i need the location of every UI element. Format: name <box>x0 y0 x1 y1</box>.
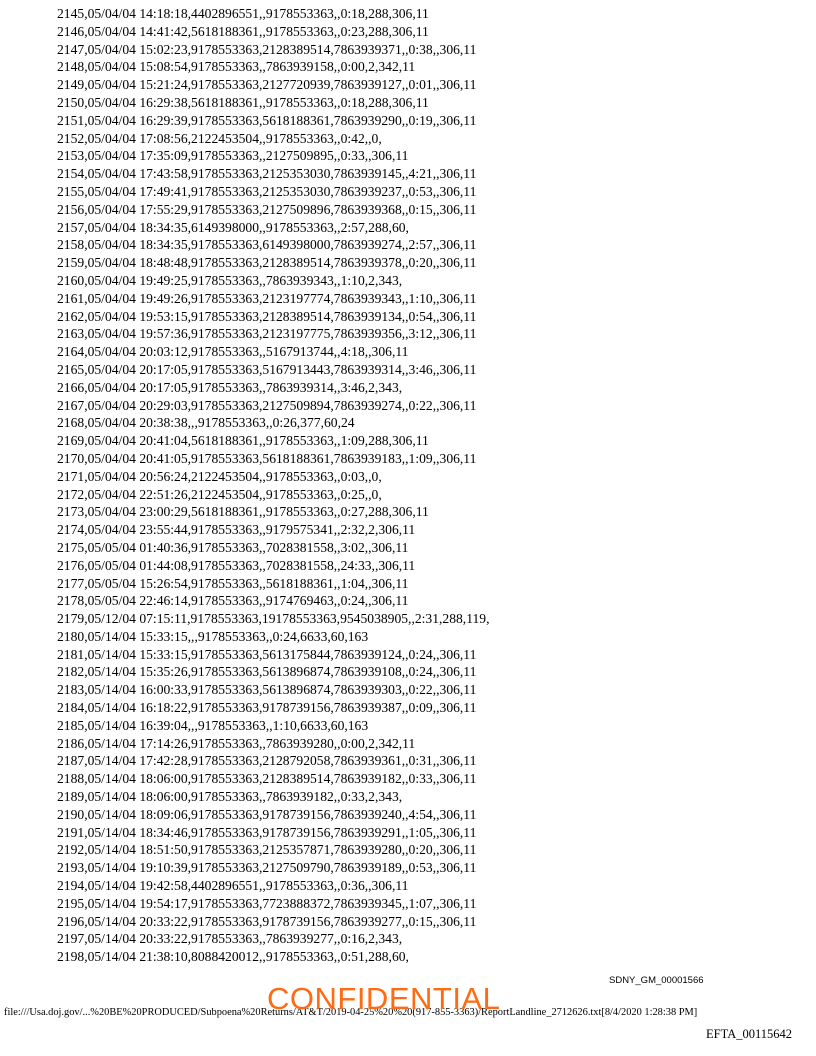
call-record-line: 2188,05/14/04 18:06:00,9178553363,2128389514,7863939182,,0:33,,306,11 <box>57 771 477 787</box>
call-record-line: 2198,05/14/04 21:38:10,8088420012,,9178553363,,0:51,288,60, <box>57 949 409 965</box>
call-record-line: 2194,05/14/04 19:42:58,4402896551,,9178553363,,0:36,,306,11 <box>57 878 409 894</box>
call-record-line: 2176,05/05/04 01:44:08,9178553363,,7028381558,,24:33,,306,11 <box>57 557 416 573</box>
call-record-line: 2152,05/04/04 17:08:56,2122453504,,9178553363,,0:42,,0, <box>57 130 382 146</box>
call-record-line: 2180,05/14/04 15:33:15,,,9178553363,,0:24,6633,60,163 <box>57 628 369 644</box>
call-record-line: 2167,05/04/04 20:29:03,9178553363,2127509894,7863939274,,0:22,,306,11 <box>57 397 477 413</box>
efta-number: EFTA_00115642 <box>706 1027 793 1041</box>
call-record-line: 2181,05/14/04 15:33:15,9178553363,5613175844,7863939124,,0:24,,306,11 <box>57 646 477 662</box>
call-record-line: 2172,05/04/04 22:51:26,2122453504,,9178553363,,0:25,,0, <box>57 486 382 502</box>
call-record-line: 2153,05/04/04 17:35:09,9178553363,,2127509895,,0:33,,306,11 <box>57 148 409 164</box>
call-record-line: 2185,05/14/04 16:39:04,,,9178553363,,1:10,6633,60,163 <box>57 717 369 733</box>
call-record-line: 2146,05/04/04 14:41:42,5618188361,,9178553363,,0:23,288,306,11 <box>57 23 429 39</box>
call-record-line: 2161,05/04/04 19:49:26,9178553363,2123197774,7863939343,,1:10,,306,11 <box>57 290 477 306</box>
call-record-line: 2150,05/04/04 16:29:38,5618188361,,9178553363,,0:18,288,306,11 <box>57 94 429 110</box>
confidential-stamp: CONFIDENTIAL <box>267 981 501 1016</box>
call-record-line: 2158,05/04/04 18:34:35,9178553363,6149398000,7863939274,,2:57,,306,11 <box>57 237 477 253</box>
source-file-path: file:///Usa.doj.gov/...%20BE%20PRODUCED/Subpoena%20Returns/AT&T/2019-04-25%20%20(917-855-3363)/ReportLandline_2712626.txt[8/4/2020 1:28:38 PM] <box>4 1007 698 1018</box>
call-record-line: 2178,05/05/04 22:46:14,9178553363,,9174769463,,0:24,,306,11 <box>57 593 409 609</box>
call-record-line: 2160,05/04/04 19:49:25,9178553363,,7863939343,,1:10,2,343, <box>57 272 403 288</box>
call-record-line: 2164,05/04/04 20:03:12,9178553363,,5167913744,,4:18,,306,11 <box>57 344 409 360</box>
call-record-line: 2156,05/04/04 17:55:29,9178553363,2127509896,7863939368,,0:15,,306,11 <box>57 201 477 217</box>
bates-number: SDNY_GM_00001566 <box>609 975 704 986</box>
call-record-line: 2191,05/14/04 18:34:46,9178553363,9178739156,7863939291,,1:05,,306,11 <box>57 824 477 840</box>
call-record-line: 2149,05/04/04 15:21:24,9178553363,2127720939,7863939127,,0:01,,306,11 <box>57 77 477 93</box>
call-record-line: 2187,05/14/04 17:42:28,9178553363,2128792058,7863939361,,0:31,,306,11 <box>57 753 477 769</box>
call-record-line: 2186,05/14/04 17:14:26,9178553363,,7863939280,,0:00,2,342,11 <box>57 735 416 751</box>
call-record-line: 2197,05/14/04 20:33:22,9178553363,,7863939277,,0:16,2,343, <box>57 931 403 947</box>
call-record-line: 2168,05/04/04 20:38:38,,,9178553363,,0:26,377,60,24 <box>57 415 355 431</box>
call-record-line: 2169,05/04/04 20:41:04,5618188361,,9178553363,,1:09,288,306,11 <box>57 433 429 449</box>
call-record-line: 2170,05/04/04 20:41:05,9178553363,5618188361,7863939183,,1:09,,306,11 <box>57 450 477 466</box>
call-record-line: 2148,05/04/04 15:08:54,9178553363,,7863939158,,0:00,2,342,11 <box>57 59 416 75</box>
call-record-line: 2166,05/04/04 20:17:05,9178553363,,7863939314,,3:46,2,343, <box>57 379 403 395</box>
call-record-list <box>57 5 489 966</box>
call-record-line: 2154,05/04/04 17:43:58,9178553363,2125353030,7863939145,,4:21,,306,11 <box>57 166 477 182</box>
call-record-line: 2155,05/04/04 17:49:41,9178553363,2125353030,7863939237,,0:53,,306,11 <box>57 183 477 199</box>
call-record-line: 2162,05/04/04 19:53:15,9178553363,2128389514,7863939134,,0:54,,306,11 <box>57 308 477 324</box>
call-record-line: 2174,05/04/04 23:55:44,9178553363,,9179575341,,2:32,2,306,11 <box>57 522 416 538</box>
call-record-line: 2171,05/04/04 20:56:24,2122453504,,9178553363,,0:03,,0, <box>57 468 382 484</box>
call-record-line: 2177,05/05/04 15:26:54,9178553363,,5618188361,,1:04,,306,11 <box>57 575 409 591</box>
call-record-line: 2189,05/14/04 18:06:00,9178553363,,7863939182,,0:33,2,343, <box>57 789 403 805</box>
call-record-line: 2195,05/14/04 19:54:17,9178553363,7723888372,7863939345,,1:07,,306,11 <box>57 895 477 911</box>
call-record-line: 2159,05/04/04 18:48:48,9178553363,2128389514,7863939378,,0:20,,306,11 <box>57 255 477 271</box>
call-record-line: 2145,05/04/04 14:18:18,4402896551,,9178553363,,0:18,288,306,11 <box>57 6 429 21</box>
call-record-line: 2184,05/14/04 16:18:22,9178553363,9178739156,7863939387,,0:09,,306,11 <box>57 700 477 716</box>
call-record-line: 2192,05/14/04 18:51:50,9178553363,2125357871,7863939280,,0:20,,306,11 <box>57 842 477 858</box>
call-record-line: 2175,05/05/04 01:40:36,9178553363,,7028381558,,3:02,,306,11 <box>57 539 409 555</box>
call-record-line: 2183,05/14/04 16:00:33,9178553363,5613896874,7863939303,,0:22,,306,11 <box>57 682 477 698</box>
call-record-line: 2182,05/14/04 15:35:26,9178553363,5613896874,7863939108,,0:24,,306,11 <box>57 664 477 680</box>
call-record-line: 2193,05/14/04 19:10:39,9178553363,2127509790,7863939189,,0:53,,306,11 <box>57 860 477 876</box>
call-record-line: 2147,05/04/04 15:02:23,9178553363,2128389514,7863939371,,0:38,,306,11 <box>57 41 477 57</box>
call-record-line: 2163,05/04/04 19:57:36,9178553363,2123197775,7863939356,,3:12,,306,11 <box>57 326 477 342</box>
call-record-line: 2179,05/12/04 07:15:11,9178553363,19178553363,9545038905,,2:31,288,119, <box>57 611 490 627</box>
call-record-line: 2165,05/04/04 20:17:05,9178553363,5167913443,7863939314,,3:46,,306,11 <box>57 361 477 377</box>
call-record-line: 2173,05/04/04 23:00:29,5618188361,,9178553363,,0:27,288,306,11 <box>57 504 429 520</box>
call-record-line: 2196,05/14/04 20:33:22,9178553363,9178739156,7863939277,,0:15,,306,11 <box>57 913 477 929</box>
call-record-line: 2190,05/14/04 18:09:06,9178553363,9178739156,7863939240,,4:54,,306,11 <box>57 806 477 822</box>
call-record-line: 2157,05/04/04 18:34:35,6149398000,,9178553363,,2:57,288,60, <box>57 219 409 235</box>
call-record-line: 2151,05/04/04 16:29:39,9178553363,5618188361,7863939290,,0:19,,306,11 <box>57 112 477 128</box>
